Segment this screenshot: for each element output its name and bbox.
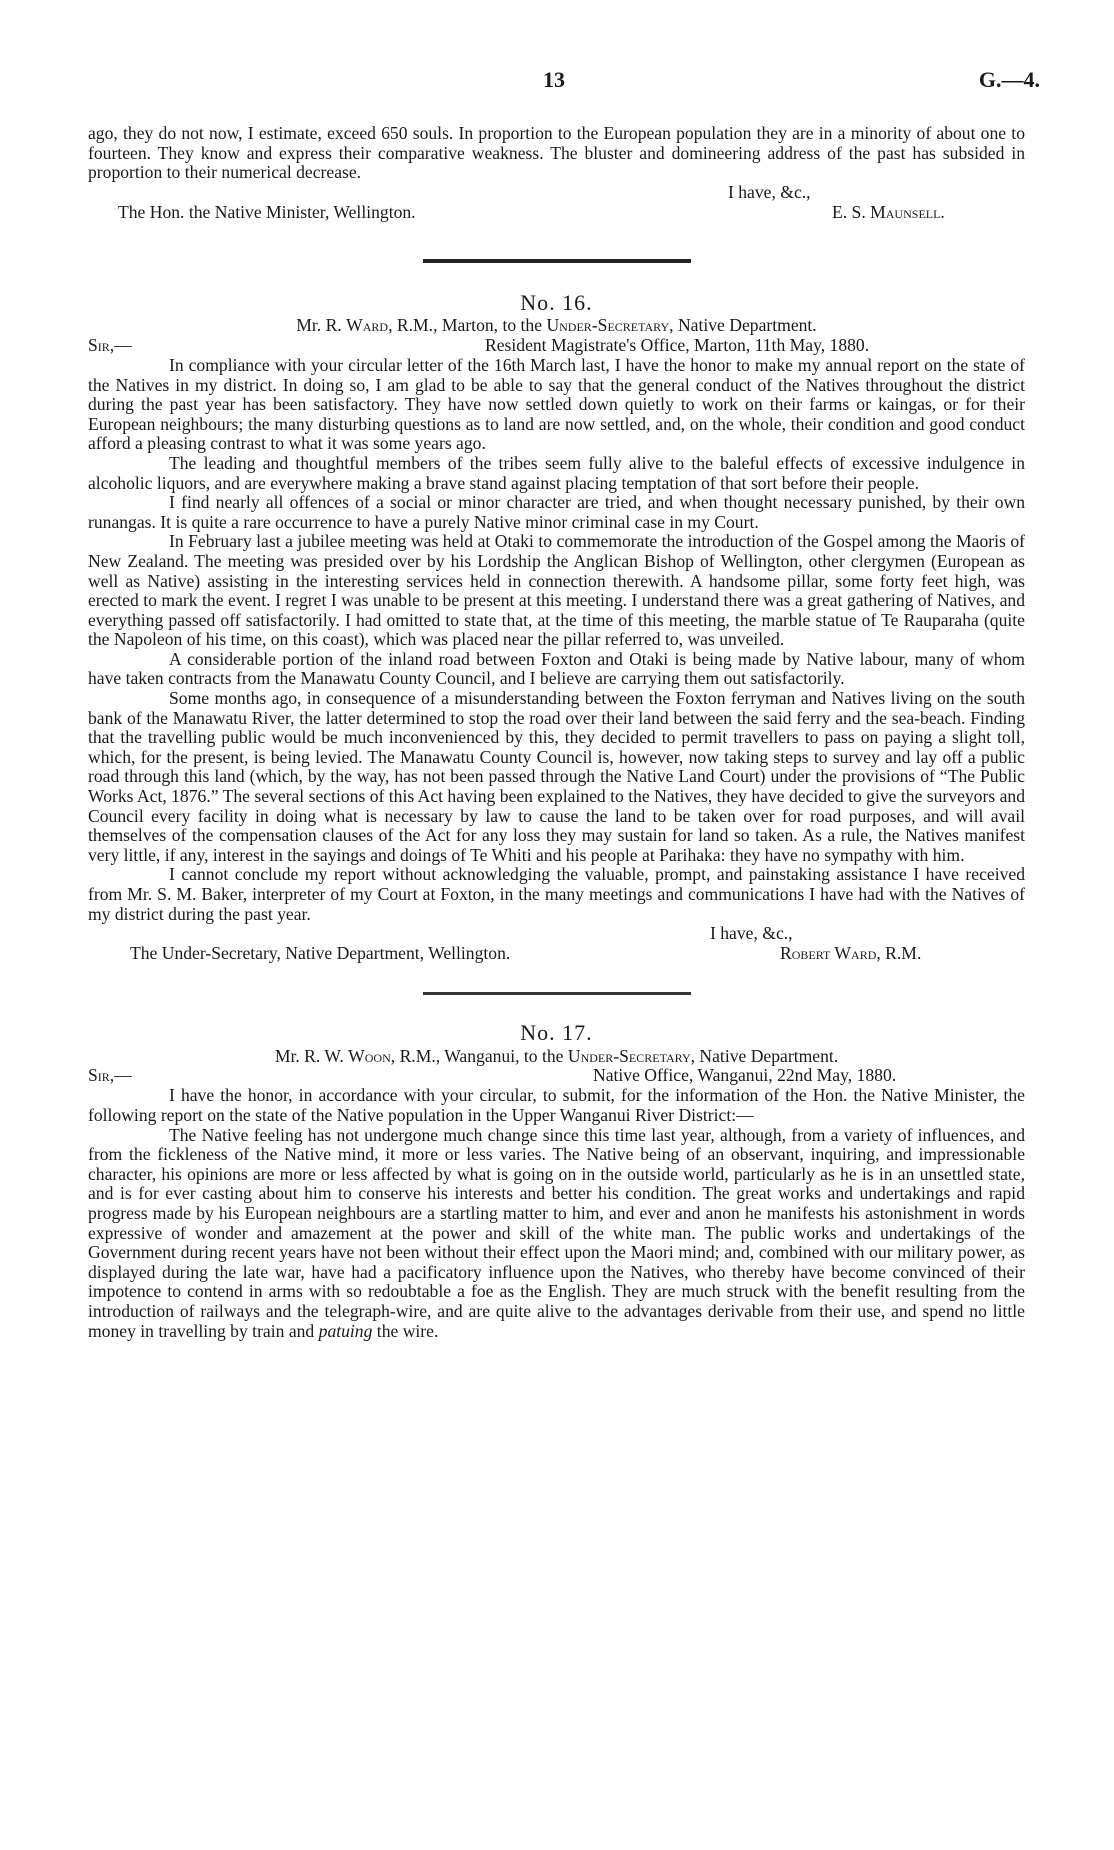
dateline: Native Office, Wanganui, 22nd May, 1880.	[593, 1065, 897, 1086]
letter-16-heading: No. 16.	[520, 289, 593, 315]
subheading-suffix: , Native Department.	[690, 1045, 839, 1066]
salutation: Sir,—	[88, 334, 132, 355]
italic-word: patuing	[318, 1320, 373, 1341]
letter-16-salutation-row	[88, 336, 1025, 356]
document-reference: G.—4.	[978, 67, 1040, 92]
letter-16-paragraph: I cannot conclude my report without acknowledging the valuable, prompt, and painstaking assistance I have received from Mr. S. M. Baker, interpreter of my Court at Foxton, in the many meetings and communications I have had with the Natives of my district during the past year.	[88, 864, 1025, 924]
letter-16-paragraph: In February last a jubilee meeting was held at Otaki to commemorate the introduction of the Gospel among the Maoris of New Zealand. The meeting was presided over by his Lordship the Anglican Bishop of Wellington, other clergymen (European as well as Native) assisting in the interesting services held in connection therewith. A handsome pillar, some forty feet high, was erected to mark the event. I regret I was unable to be present at this meeting. I understand there was a great gathering of Natives, and everything passed off satisfactorily. I had omitted to state that, at the time of this meeting, the marble statue of Te Rauparaha (quite the Napoleon of his time, on this coast), which was placed near the pillar referred to, was unveiled.	[88, 531, 1025, 650]
letter-16-paragraph: In compliance with your circular letter of the 16th March last, I have the honor to make my annual report on the state of the Natives in my district. In doing so, I am glad to be able to say that the general conduct of the Natives throughout the district during the past year has been satisfactory. They have now settled down quietly to work on their farms or kaingas, or for their European neighbours; the many disturbing questions as to land are now settled, and, on the whole, their condition and good conduct afford a pleasing contrast to what it was some years ago.	[88, 354, 1025, 454]
letter-16-paragraph: A considerable portion of the inland road between Foxton and Otaki is being made by Native labour, many of whom have taken contracts from the Manawatu County Council, and I believe are carrying them out satisfactorily.	[88, 648, 1025, 689]
recipient-name: Under-Secretary	[546, 315, 670, 336]
letter-17-heading: No. 17.	[520, 1020, 593, 1046]
author-name: Ward	[346, 315, 389, 336]
intro-paragraph: ago, they do not now, I estimate, exceed 650 souls. In proportion to the European population they are in a minority of about one to fourteen. They know and express their comparative weakness. The bluster and domineering address of the past has subsided in proportion to their numerical decrease.	[88, 123, 1025, 183]
subheading-middle: , R.M., Wanganui, to the	[390, 1045, 568, 1066]
closing: I have, &c.,	[710, 923, 793, 944]
page-content	[88, 124, 1025, 1341]
salutation: Sir,—	[88, 1065, 132, 1086]
letter-16-closing-row	[88, 924, 1025, 944]
letter-16-signature-row	[88, 944, 1025, 966]
intro-signature: E. S. Maunsell.	[832, 201, 945, 222]
page-header	[0, 67, 1114, 100]
paragraph-tail: the wire.	[372, 1320, 439, 1341]
letter-17-subheading	[88, 1047, 1025, 1067]
letter-16-subheading	[88, 316, 1025, 336]
subheading-prefix: Mr. R.	[296, 315, 347, 336]
subheading-middle: , R.M., Marton, to the	[388, 315, 547, 336]
letter-17-paragraph: I have the honor, in accordance with your circular, to submit, for the information of the Hon. the Native Minister, the following report on the state of the Native population in the Upper Wanganui River District:—	[88, 1085, 1025, 1125]
letter-17-paragraph	[88, 1126, 1025, 1342]
letter-17-salutation-row	[88, 1066, 1025, 1086]
intro-closing-row	[88, 183, 1025, 203]
intro-addressee: The Hon. the Native Minister, Wellington.	[118, 201, 416, 222]
intro-signature-row	[88, 203, 1025, 225]
recipient-name: Under-Secretary	[567, 1045, 691, 1066]
dateline: Resident Magistrate's Office, Marton, 11th May, 1880.	[485, 334, 870, 355]
letter-16-paragraph: Some months ago, in consequence of a misunderstanding between the Foxton ferryman and Natives living on the south bank of the Manawatu River, the latter determined to stop the road over their land between the said ferry and the sea-beach. Finding that the travelling public would be much inconvenienced by this, they decided to permit travellers to pass on paying a slight toll, which, for the present, is being levied. The Manawatu County Council is, however, now taking steps to survey and lay off a public road through this land (which, by the way, has not been passed through the Native Land Court) under the provisions of “The Public Works Act, 1876.” The several sections of this Act having been explained to the Natives, they have decided to give the surveyors and Council every facility in doing what is necessary by law to cause the land to be taken over for road purposes, and will avail themselves of the compensation clauses of the Act for any loss they may sustain for land so taken. As a rule, the Natives manifest very little, if any, interest in the sayings and doings of Te Whiti and his people at Parihaka: they have no sympathy with him.	[88, 688, 1025, 865]
author-name: Woon	[348, 1045, 391, 1066]
addressee: The Under-Secretary, Native Department, Wellington.	[130, 943, 511, 964]
subheading-prefix: Mr. R. W.	[274, 1045, 349, 1066]
subheading-suffix: , Native Department.	[669, 315, 817, 336]
letter-16-paragraph: The leading and thoughtful members of the tribes seem fully alive to the baleful effects of excessive indulgence in alcoholic liquors, and are everywhere making a brave stand against placing temptation of that sort before their people.	[88, 452, 1025, 493]
intro-closing: I have, &c.,	[728, 181, 811, 202]
signature: Robert Ward, R.M.	[780, 943, 922, 964]
page-number: 13	[543, 67, 565, 92]
paragraph-text: The Native feeling has not undergone much change since this time last year, although, from a variety of influences, and from the fickleness of the Native mind, it more or less varies. The Native being of an observant, inquiring, and impressionable character, his opinions are more or less affected by what is going on in the outside world, particularly as he is in an unsettled state, and is for ever casting about him to conserve his interests and better his condition. The great works and undertakings and rapid progress made by his European neighbours are a startling matter to him, and ever and anon he manifests his astonishment in words expressive of wonder and amazement at the power and skill of the white man. The public works and undertakings of the Government during recent years have not been without their effect upon the Maori mind; and, combined with our military power, as displayed during the late war, have had a pacificatory influence upon the Natives, who thereby have become convinced of their impotence to contend in arms with so redoubtable a foe as the English. They are much struck with the benefit resulting from the introduction of railways and the telegraph-wire, and are quite alive to the advantages derivable from their use, and spend no little money in travelling by train and	[88, 1124, 1025, 1341]
letter-16-paragraph: I find nearly all offences of a social or minor character are tried, and when thought necessary punished, by their own runangas. It is quite a rare occurrence to have a purely Native minor criminal case in my Court.	[88, 492, 1025, 532]
